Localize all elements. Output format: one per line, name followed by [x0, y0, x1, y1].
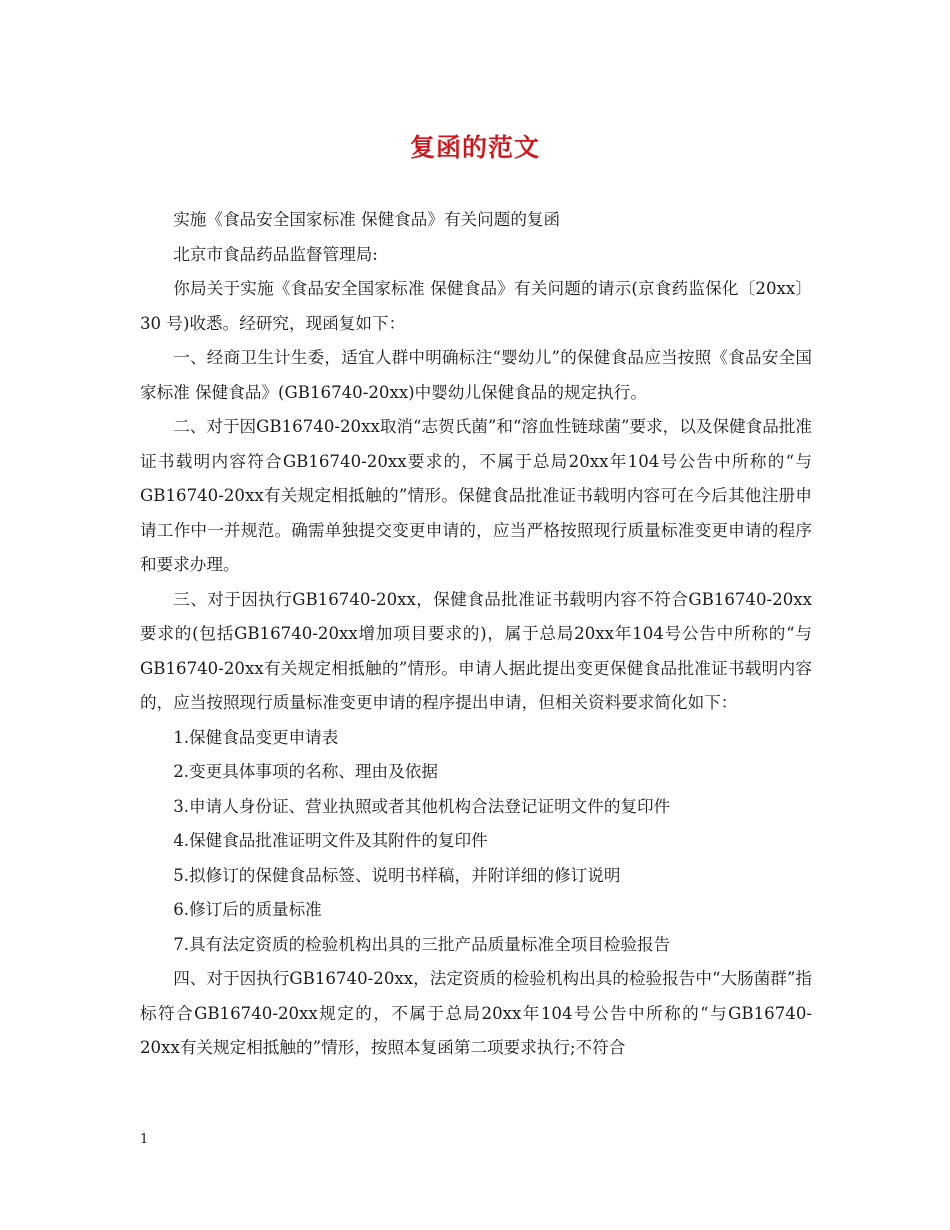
- paragraph-recipient: 北京市食品药品监督管理局:: [173, 244, 378, 264]
- paragraph-item-3: 三、对于因执行GB16740-20xx，保健食品批准证书载明内容不符合GB16740-20xx要求的(包括GB16740-20xx增加项目要求的)，属于总局20xx年104号公告中所称的“与GB16740-20xx有关规定相抵触的”情形。申请人据此提出变更保健食品批准证书载明内容的，应当按照现行质量标准变更申请的程序提出申请，但相关资料要求简化如下：: [140, 589, 812, 712]
- list-item: 7.具有法定资质的检验机构出具的三批产品质量标准全项目检验报告: [173, 934, 671, 954]
- paragraph-item-4: 四、对于因执行GB16740-20xx，法定资质的检验机构出具的检验报告中“大肠菌群”指标符合GB16740-20xx规定的，不属于总局20xx年104号公告中所称的“与GB16740-20xx有关规定相抵触的”情形，按照本复函第二项要求执行;不符合: [140, 969, 812, 1057]
- paragraph-item-1: 一、经商卫生计生委，适宜人群中明确标注“婴幼儿”的保健食品应当按照《食品安全国家标准 保健食品》(GB16740-20xx)中婴幼儿保健食品的规定执行。: [140, 348, 812, 402]
- document-body: [140, 203, 812, 1066]
- list-item: 4.保健食品批准证明文件及其附件的复印件: [173, 831, 488, 850]
- list-item: 5.拟修订的保健食品标签、说明书样稿，并附详细的修订说明: [173, 865, 621, 885]
- list-item: 2.变更具体事项的名称、理由及依据: [173, 762, 438, 781]
- list-item: 3.申请人身份证、营业执照或者其他机构合法登记证明文件的复印件: [173, 796, 671, 816]
- list-item: 6.修订后的质量标准: [173, 900, 322, 919]
- paragraph-subject: 实施《食品安全国家标准 保健食品》有关问题的复函: [173, 210, 561, 229]
- list-item: 1.保健食品变更申请表: [173, 727, 339, 747]
- page-number: 1: [140, 1132, 149, 1147]
- paragraph-item-2: 二、对于因GB16740-20xx取消“志贺氏菌”和“溶血性链球菌”要求，以及保健食品批准证书载明内容符合GB16740-20xx要求的，不属于总局20xx年104号公告中所称的“与GB16740-20xx有关规定相抵触的”情形。保健食品批准证书载明内容可在今后其他注册申请工作中一并规范。确需单独提交变更申请的，应当严格按照现行质量标准变更申请的程序和要求办理。: [140, 417, 813, 574]
- paragraph-intro: 你局关于实施《食品安全国家标准 保健食品》有关问题的请示(京食药监保化〔20xx〕 30 号)收悉。经研究，现函复如下：: [140, 279, 812, 333]
- document-title: 复函的范文: [409, 133, 540, 162]
